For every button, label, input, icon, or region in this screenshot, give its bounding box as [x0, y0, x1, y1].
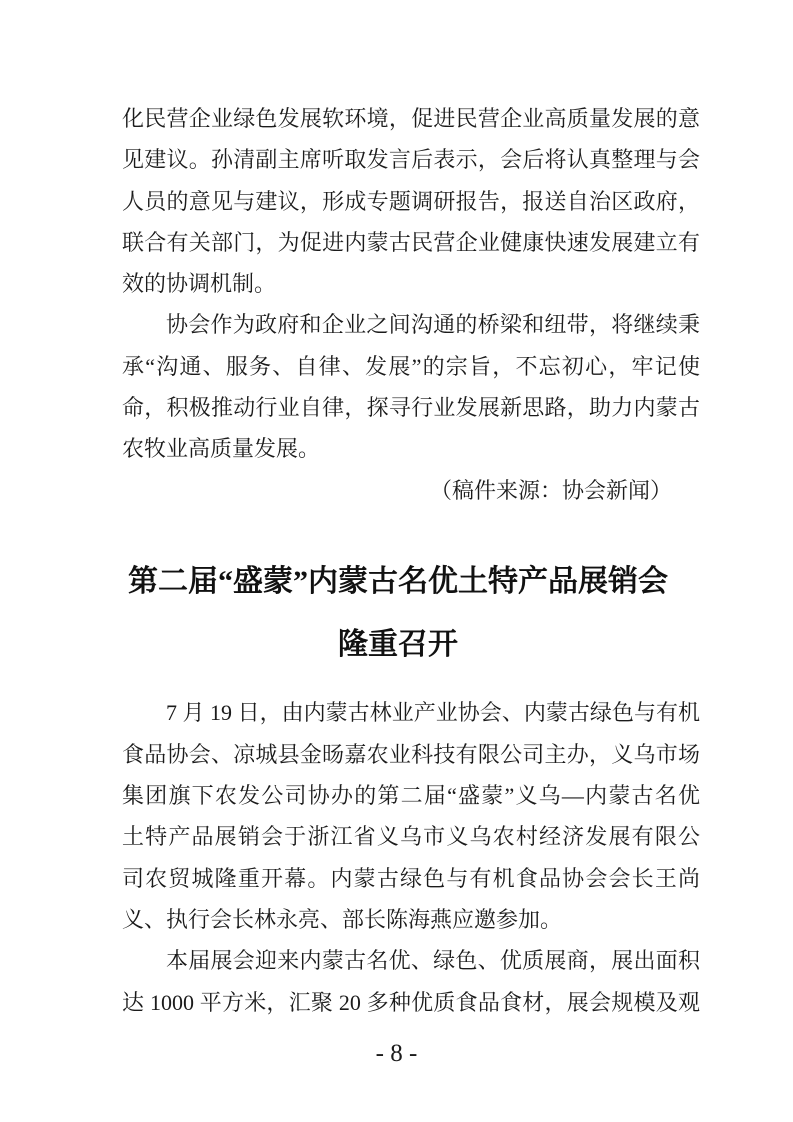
next-article-paragraph-2 — [122, 940, 700, 1023]
text-line: 人员的意见与建议，形成专题调研报告，报送自治区政府， — [122, 188, 700, 214]
article-title-line-1: 第二届“盛蒙”内蒙古名优土特产品展销会 — [128, 565, 668, 599]
text-line: 司农贸城隆重开幕。内蒙古绿色与有机食品协会会长王尚 — [122, 865, 700, 891]
source-note: （稿件来源：协会新闻） — [429, 477, 672, 503]
prev-article-paragraph-continuation — [122, 98, 700, 304]
page-body — [122, 98, 700, 1023]
text-line: 食品协会、凉城县金旸嘉农业科技有限公司主办，义乌市场 — [122, 741, 700, 767]
text-line: 化民营企业绿色发展软环境，促进民营企业高质量发展的意 — [122, 106, 700, 131]
text-line: 效的协调机制。 — [122, 271, 277, 297]
text-line: 命，积极推动行业自律，探寻行业发展新思路，助力内蒙古 — [122, 395, 700, 421]
text-line: 见建议。孙清副主席听取发言后表示，会后将认真整理与会 — [122, 147, 700, 173]
prev-article-closing-paragraph — [122, 304, 700, 469]
article-title-line-2: 隆重召开 — [338, 628, 458, 662]
text-line: 农牧业高质量发展。 — [122, 436, 321, 462]
page-number: - 8 - — [375, 1040, 418, 1067]
text-line: 联合有关部门，为促进内蒙古民营企业健康快速发展建立有 — [122, 229, 700, 255]
text-line: 承“沟通、服务、自律、发展”的宗旨，不忘初心，牢记使 — [122, 353, 700, 379]
text-line: 义、执行会长林永亮、部长陈海燕应邀参加。 — [122, 906, 563, 932]
text-line: 集团旗下农发公司协办的第二届“盛蒙”义乌—内蒙古名优 — [122, 783, 700, 809]
text-line: 土特产品展销会于浙江省义乌市义乌农村经济发展有限公 — [122, 824, 700, 850]
text-line: 7 月 19 日，由内蒙古林业产业协会、内蒙古绿色与有机 — [166, 700, 700, 726]
article-title — [122, 550, 674, 676]
text-line: 达 1000 平方米，汇聚 20 多种优质食品食材，展会规模及观 — [122, 989, 700, 1015]
next-article-paragraph-1 — [122, 692, 700, 940]
text-line: 本届展会迎来内蒙古名优、绿色、优质展商，展出面积 — [166, 948, 700, 974]
text-line: 协会作为政府和企业之间沟通的桥梁和纽带，将继续秉 — [166, 312, 700, 338]
